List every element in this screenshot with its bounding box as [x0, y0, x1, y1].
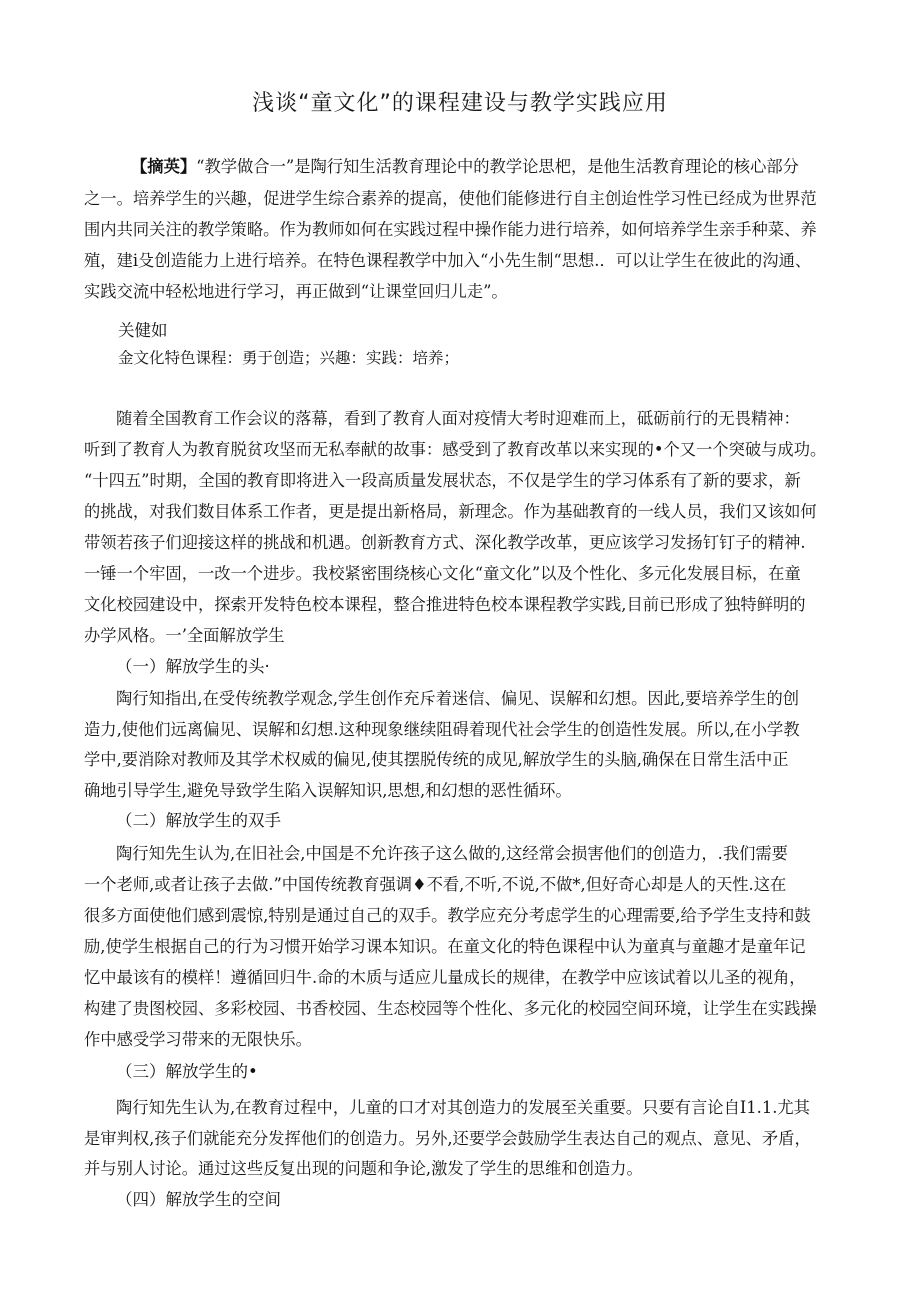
section-heading: （二）解放学生的双手 [116, 811, 281, 830]
section-heading: （三）解放学生的• [116, 1062, 258, 1081]
section-line: 一个老师,或者让孩子去做.”中国传统教育强调♦不看,不听,不说,不做*,但好奇心却是人的天性.这在 [84, 875, 787, 894]
intro-line: 一锤一个牢固，一改一个进步。我校紧密围绕核心文化“童文化”以及个性化、多元化发展目标，在童 [84, 564, 801, 583]
section-line: 学中,要消除对教师及其学术权威的偏见,使其摆脱传统的成见,解放学生的头脑,确保在日常生活中正 [84, 750, 789, 769]
section-line: 陶行知先生认为,在教育过程中，儿童的口才对其创造力的发展至关重要。只要有言论自I1.1.尤其 [116, 1098, 810, 1117]
section-line: 造力,使他们远离偏见、误解和幻想.这种现象继续阻碍着现代社会学生的创造性发展。所以,在小学教 [84, 720, 800, 739]
section-line: 并与别人讨论。通过这些反复出现的问题和争论,激发了学生的思维和创造力。 [84, 1159, 643, 1178]
intro-line: 办学风格。一’全面解放学生 [84, 626, 285, 645]
section-line: 确地引导学生,避免导致学生陷入误解知识,思想,和幻想的恶性循环。 [84, 781, 572, 800]
intro-line: 随着全国教育工作会议的落幕，看到了教育人面对疫情大考时迎难而上，砥砺前行的无畏精神： [116, 409, 800, 428]
abstract-line: 围内共同关注的教学策略。作为教师如何在实践过程中操作能力进行培养，如何培养学生亲手种菜、养 [84, 220, 817, 239]
abstract-line: 殖，建i殳创造能力上进行培养。在特色课程教学中加入“小先生制“思想.．可以让学生在彼此的沟通、 [84, 251, 812, 270]
intro-line: 的挑战，对我们数目体系工作者，更是提出新格局，新理念。作为基础教育的一线人员，我们又该如何 [84, 502, 817, 521]
intro-line: 文化校园建设中，探索开发特色校本课程，整合推进特色校本课程教学实践,目前已形成了独特鲜明的 [84, 595, 806, 614]
section-heading: （一）解放学生的头· [116, 657, 270, 676]
intro-line: “十四五”时期，全国的教育即将进入一段高质量发展状态，不仅是学生的学习体系有了新的要求，新 [84, 471, 801, 490]
abstract-line [131, 153, 799, 177]
section-line: 忆中最该有的模样！遵循回归牛.命的木质与适应儿量成长的规律，在教学中应该试着以儿圣的视角， [84, 968, 806, 987]
keywords-text: 金文化特色课程：勇于创造；兴趣：实践：培养； [118, 349, 460, 367]
abstract-text: “教学做合一”是陶行知生活教育理论中的教学论思杷，是他生活教育理论的核心部分 [196, 157, 799, 176]
section-line: 陶行知指出,在受传统教学观念,学生创作充斥着迷信、偏见、误解和幻想。因此,要培养学生的创 [116, 689, 800, 708]
section-line: 是审判权,孩子们就能充分发挥他们的创造力。另外,还要学会鼓励学生表达自己的观点、意见、矛盾， [84, 1129, 811, 1148]
section-line: 作中感受学习带来的无限快乐。 [84, 1030, 312, 1049]
intro-line: 带领若孩子们迎接这样的挑战和机遇。创新教育方式、深化教学改革，更应该学习发扬钉钉子的精神. [84, 533, 806, 552]
section-line: 陶行知先生认为,在旧社会,中国是不允许孩子这么做的,这经常会损害他们的创造力，.我们需要 [116, 844, 788, 863]
section-line: 励,使学生根据自己的行为习惯开始学习课本知识。在童文化的特色课程中认为童真与童趣才是童年记 [84, 937, 806, 956]
keywords-heading: 关健如 [118, 321, 168, 340]
intro-line: 听到了教育人为教育脱贫攻坚而无私奉献的故事：感受到了教育改革以来实现的•个又一个突破与成功。 [84, 440, 827, 459]
abstract-label: 【摘英】 [131, 157, 197, 176]
abstract-line: 实践交流中轻松地进行学习，再正做到“让课堂回归儿走”。 [84, 282, 508, 301]
abstract-line: 之一。培养学生的兴趣，促进学生综合素养的提高，使他们能修进行自主创迨性学习性已经成为世界范 [84, 189, 817, 208]
document-title: 浅谈“童文化”的课程建设与教学实践应用 [252, 91, 668, 116]
section-line: 构建了贵图校园、多彩校园、书香校园、生态校园等个性化、多元化的校园空间环境，让学生在实践操 [84, 999, 817, 1018]
section-line: 很多方面使他们感到震惊,特别是通过自己的双手。教学应充分考虑学生的心理需要,给予学生支持和鼓 [84, 906, 811, 925]
section-heading: （四）解放学生的空间 [116, 1190, 281, 1209]
